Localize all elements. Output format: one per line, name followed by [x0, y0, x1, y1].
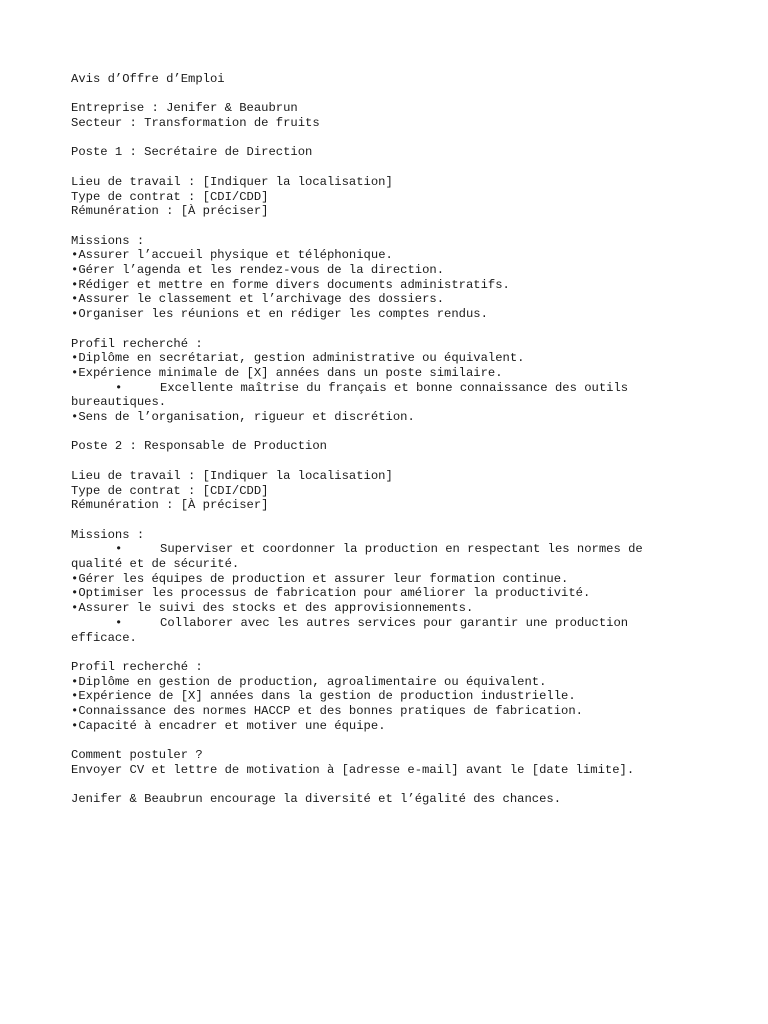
closing-statement: Jenifer & Beaubrun encourage la diversité et l’égalité des chances. — [71, 792, 562, 807]
list-item — [71, 351, 701, 366]
job-offer-document — [71, 72, 701, 807]
post2-heading: Poste 2 : Responsable de Production — [71, 439, 327, 454]
post2-mission-text: Assurer le suivi des stocks et des approvisionnements. — [78, 601, 474, 616]
list-item — [71, 675, 701, 690]
bullet-icon: • — [115, 380, 123, 395]
spacer — [71, 87, 701, 102]
bullet-icon: • — [115, 542, 123, 557]
bullet-icon: • — [115, 615, 123, 630]
list-item — [71, 572, 701, 587]
post1-contract: Type de contrat : [CDI/CDD] — [71, 189, 269, 204]
bullet-icon: • — [71, 277, 79, 292]
apply-heading: Comment postuler ? — [71, 748, 203, 763]
list-item — [71, 366, 701, 381]
list-item — [71, 586, 701, 601]
post2-profile-text: Diplôme en gestion de production, agroalimentaire ou équivalent. — [78, 674, 547, 689]
bullet-icon: • — [71, 292, 79, 307]
bullet-icon: • — [71, 601, 79, 616]
bullet-icon: • — [71, 410, 79, 425]
list-item — [71, 307, 701, 322]
spacer — [71, 160, 701, 175]
post2-mission-text: Superviser et coordonner la production en respectant les normes de qualité et de sécurité. — [71, 542, 643, 572]
post1-mission-text: Rédiger et mettre en forme divers documents administratifs. — [78, 277, 510, 292]
spacer — [71, 645, 701, 660]
post2-missions-label: Missions : — [71, 527, 145, 542]
document-title: Avis d’Offre d’Emploi — [71, 72, 225, 86]
post2-profile-text: Connaissance des normes HACCP et des bonnes pratiques de fabrication. — [78, 704, 583, 719]
bullet-icon: • — [71, 674, 79, 689]
post1-profile-text: Expérience minimale de [X] années dans un poste similaire. — [78, 365, 503, 380]
sector-line: Secteur : Transformation de fruits — [71, 116, 320, 131]
list-item — [71, 689, 701, 704]
list-item — [71, 292, 701, 307]
list-item — [71, 410, 701, 425]
post1-missions-label: Missions : — [71, 233, 145, 248]
list-item — [71, 542, 701, 571]
spacer — [71, 734, 701, 749]
apply-text: Envoyer CV et lettre de motivation à [adresse e-mail] avant le [date limite]. — [71, 762, 635, 777]
bullet-icon: • — [71, 718, 79, 733]
post2-mission-text: Optimiser les processus de fabrication pour améliorer la productivité. — [78, 586, 591, 601]
post1-salary: Rémunération : [À préciser] — [71, 204, 269, 219]
spacer — [71, 322, 701, 337]
post1-mission-text: Organiser les réunions et en rédiger les comptes rendus. — [78, 307, 488, 322]
post1-mission-text: Gérer l’agenda et les rendez-vous de la direction. — [78, 263, 445, 278]
list-item — [71, 278, 701, 293]
post1-mission-text: Assurer le classement et l’archivage des dossiers. — [78, 292, 445, 307]
spacer — [71, 513, 701, 528]
post2-mission-text: Collaborer avec les autres services pour garantir une production efficace. — [71, 615, 629, 645]
bullet-icon: • — [71, 248, 79, 263]
list-item — [71, 601, 701, 616]
spacer — [71, 778, 701, 793]
list-item — [71, 248, 701, 263]
bullet-icon: • — [71, 351, 79, 366]
bullet-icon: • — [71, 571, 79, 586]
post2-profile-label: Profil recherché : — [71, 659, 203, 674]
list-item — [71, 263, 701, 278]
post1-location: Lieu de travail : [Indiquer la localisation] — [71, 174, 393, 189]
bullet-icon: • — [71, 365, 79, 380]
bullet-icon: • — [71, 263, 79, 278]
spacer — [71, 131, 701, 146]
post1-profile-text: Sens de l’organisation, rigueur et discrétion. — [78, 410, 415, 425]
spacer — [71, 219, 701, 234]
post1-profile-label: Profil recherché : — [71, 336, 203, 351]
post1-mission-text: Assurer l’accueil physique et téléphonique. — [78, 248, 393, 263]
list-item — [71, 381, 701, 410]
bullet-icon: • — [71, 307, 79, 322]
bullet-icon: • — [71, 586, 79, 601]
bullet-icon: • — [71, 689, 79, 704]
spacer — [71, 425, 701, 440]
post2-profile-text: Capacité à encadrer et motiver une équipe. — [78, 718, 386, 733]
bullet-icon: • — [71, 704, 79, 719]
list-item — [71, 704, 701, 719]
list-item — [71, 719, 701, 734]
post1-profile-text: Diplôme en secrétariat, gestion administrative ou équivalent. — [78, 351, 525, 366]
post1-heading: Poste 1 : Secrétaire de Direction — [71, 145, 313, 160]
post2-salary: Rémunération : [À préciser] — [71, 498, 269, 513]
post1-profile-text: Excellente maîtrise du français et bonne connaissance des outils bureautiques. — [71, 380, 629, 410]
post2-location: Lieu de travail : [Indiquer la localisation] — [71, 468, 393, 483]
spacer — [71, 454, 701, 469]
list-item — [71, 616, 701, 645]
company-line: Entreprise : Jenifer & Beaubrun — [71, 101, 298, 116]
post2-mission-text: Gérer les équipes de production et assurer leur formation continue. — [78, 571, 569, 586]
post2-contract: Type de contrat : [CDI/CDD] — [71, 483, 269, 498]
post2-profile-text: Expérience de [X] années dans la gestion de production industrielle. — [78, 689, 576, 704]
